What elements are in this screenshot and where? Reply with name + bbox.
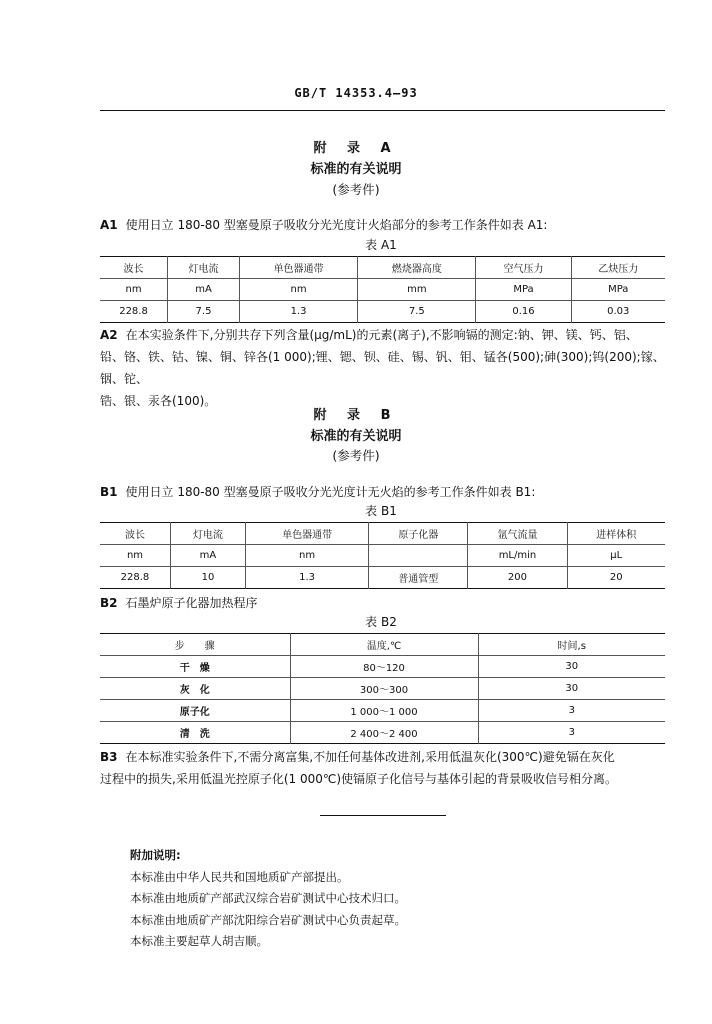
table-header-cell: 温度,℃ <box>290 634 478 656</box>
table-cell: 228.8 <box>119 306 148 317</box>
table-header-cell: 单色器通带 <box>239 257 357 279</box>
paragraph-line <box>100 324 665 346</box>
table-cell: 3 <box>478 722 665 744</box>
table-b2-caption: 表 B2 <box>365 615 397 629</box>
appendix-a-label: 附 录 A <box>313 141 399 156</box>
table-b2 <box>100 633 665 744</box>
table-cell: 2 400～2 400 <box>290 722 478 744</box>
appendix-a-title: 标准的有关说明 <box>310 162 402 177</box>
table-unit-cell <box>369 545 468 567</box>
paragraph-line: 过程中的损失,采用低温光控原子化(1 000℃)使镉原子化信号与基体引起的背景吸收信号相分离。 <box>100 772 618 786</box>
table-cell: 灰 化 <box>100 678 290 700</box>
table-header-row <box>100 257 665 279</box>
table-cell: 普通管型 <box>369 567 468 589</box>
table-unit-cell: MPa <box>476 279 571 301</box>
notes-title: 附加说明: <box>130 848 181 862</box>
appendix-b-ref: (参考件) <box>332 448 380 463</box>
table-cell: 200 <box>468 567 567 589</box>
table-cell: 228.8 <box>120 572 150 583</box>
table-cell: 原子化 <box>100 700 290 722</box>
table-cell: 3 <box>478 700 665 722</box>
table-header-cell: 单色器通带 <box>245 523 368 545</box>
paragraph-number: B3 <box>100 750 118 764</box>
table-unit-cell: mA <box>168 279 240 301</box>
table-header-cell: 波长 <box>100 257 168 279</box>
table-cell: 7.5 <box>358 301 476 323</box>
paragraph-number: B1 <box>100 485 118 499</box>
table-unit-cell: nm <box>239 279 357 301</box>
paragraph-line: 铅、铬、铁、钴、镍、铜、锌各(1 000);锂、锶、钡、硅、锡、钒、钼、锰各(500);砷(300);钨(200);镓、铟、铊、 <box>100 350 665 386</box>
table-row <box>100 567 665 589</box>
table-unit-cell: mm <box>358 279 476 301</box>
paragraph-b3 <box>100 746 665 790</box>
table-unit-cell: nm <box>100 545 170 567</box>
paragraph-text: 使用日立 180-80 型塞曼原子吸收分光光度计无火焰的参考工作条件如表 B1: <box>125 485 536 499</box>
paragraph-number: A2 <box>100 328 118 342</box>
table-cell: 30 <box>478 656 665 678</box>
table-header-row <box>100 523 665 545</box>
additional-notes <box>130 845 406 953</box>
paragraph-a2 <box>100 324 665 412</box>
table-header-cell: 空气压力 <box>476 257 571 279</box>
notes-line: 本标准由地质矿产部武汉综合岩矿测试中心技术归口。 <box>130 891 406 905</box>
table-a1-caption: 表 A1 <box>365 238 397 252</box>
table-header-cell: 乙炔压力 <box>571 257 665 279</box>
table-unit-cell: nm <box>245 545 368 567</box>
paragraph-text: 在本标准实验条件下,不需分离富集,不加任何基体改进剂,采用低温灰化(300℃)避免镉在灰化 <box>125 750 615 764</box>
table-header-cell: 步 骤 <box>100 634 290 656</box>
table-header-cell: 时间,s <box>478 634 665 656</box>
table-cell: 1.3 <box>239 301 357 323</box>
notes-line: 本标准由地质矿产部沈阳综合岩矿测试中心负责起草。 <box>130 912 406 927</box>
table-header-cell: 氩气流量 <box>468 523 567 545</box>
table-header-row <box>100 634 665 656</box>
notes-line: 本标准由中华人民共和国地质矿产部提出。 <box>130 869 349 884</box>
paragraph-number: A1 <box>100 218 118 232</box>
paragraph-b1 <box>100 481 665 503</box>
standard-code: GB/T 14353.4—93 <box>294 86 418 100</box>
table-cell: 80～120 <box>290 656 478 678</box>
appendix-a-ref: (参考件) <box>332 182 380 197</box>
paragraph-a1 <box>100 214 665 236</box>
table-header-cell: 波长 <box>100 523 170 545</box>
table-cell: 1 000～1 000 <box>290 700 478 722</box>
paragraph-b2 <box>100 592 665 614</box>
table-row <box>100 722 665 744</box>
table-cell: 300～300 <box>290 678 478 700</box>
paragraph-text: 石墨炉原子化器加热程序 <box>125 596 258 610</box>
paragraph-text: 在本实验条件下,分别共存下列含量(μg/mL)的元素(离子),不影响镉的测定:钠、钾、镁、钙、铝、 <box>125 328 638 342</box>
table-header-cell: 原子化器 <box>369 523 468 545</box>
table-b1 <box>100 522 665 589</box>
table-a1 <box>100 256 665 323</box>
table-cell: 0.03 <box>571 301 665 323</box>
table-cell: 30 <box>478 678 665 700</box>
table-cell: 1.3 <box>245 567 368 589</box>
table-row <box>100 678 665 700</box>
appendix-b-label: 附 录 B <box>313 408 399 423</box>
table-cell: 清 洗 <box>179 729 210 740</box>
table-cell: 20 <box>567 567 665 589</box>
table-header-cell: 灯电流 <box>168 257 240 279</box>
header-rule <box>100 110 665 111</box>
table-unit-cell: mL/min <box>468 545 567 567</box>
table-row <box>100 301 665 323</box>
table-unit-cell: nm <box>100 279 168 301</box>
table-unit-row <box>100 279 665 301</box>
paragraph-line: 锆、银、汞各(100)。 <box>100 394 217 408</box>
appendix-b-title: 标准的有关说明 <box>310 429 402 444</box>
table-row <box>100 700 665 722</box>
section-divider <box>320 815 446 816</box>
table-header-cell: 灯电流 <box>170 523 245 545</box>
table-cell: 7.5 <box>168 301 240 323</box>
paragraph-number: B2 <box>100 596 118 610</box>
table-unit-cell: MPa <box>571 279 665 301</box>
paragraph-text: 使用日立 180-80 型塞曼原子吸收分光光度计火焰部分的参考工作条件如表 A1: <box>125 218 548 232</box>
table-header-cell: 燃烧器高度 <box>358 257 476 279</box>
table-unit-cell: mA <box>170 545 245 567</box>
table-unit-cell: μL <box>567 545 665 567</box>
table-header-cell: 进样体积 <box>567 523 665 545</box>
table-unit-row <box>100 545 665 567</box>
table-cell: 0.16 <box>476 301 571 323</box>
table-cell: 10 <box>170 567 245 589</box>
paragraph-line <box>100 746 665 768</box>
table-b1-caption: 表 B1 <box>365 504 397 518</box>
table-row <box>100 656 665 678</box>
table-cell: 干 燥 <box>100 656 290 678</box>
notes-line: 本标准主要起草人胡吉顺。 <box>130 934 268 948</box>
